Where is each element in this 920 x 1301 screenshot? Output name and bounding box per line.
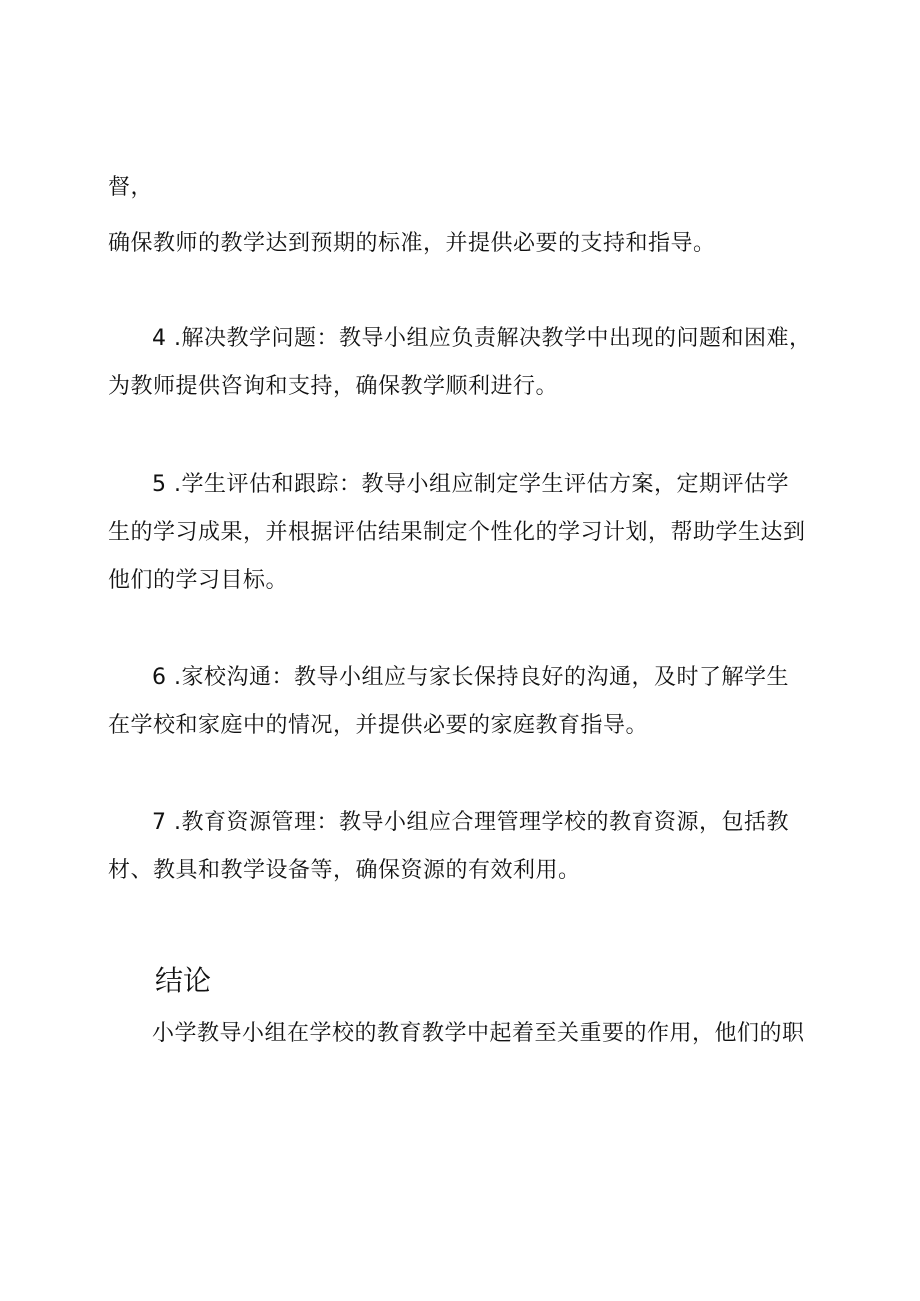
list-item-6-line: 6 .家校沟通：教导小组应与家长保持良好的沟通，及时了解学生 [152,665,789,690]
list-item-4-line: 4 .解决教学问题：教导小组应负责解决教学中出现的问题和困难， [152,326,812,351]
list-item-5-line: 生的学习成果，并根据评估结果制定个性化的学习计划，帮助学生达到 [108,520,806,545]
paragraph-line: 确保教师的教学达到预期的标准，并提供必要的支持和指导。 [108,231,716,256]
list-item-7-line: 材、教具和教学设备等，确保资源的有效利用。 [108,858,581,883]
list-item-6-line: 在学校和家庭中的情况，并提供必要的家庭教育指导。 [108,713,649,738]
list-item-7-line: 7 .教育资源管理：教导小组应合理管理学校的教育资源，包括教 [152,810,789,835]
paragraph-line: 督， [108,175,154,200]
conclusion-line: 小学教导小组在学校的教育教学中起着至关重要的作用，他们的职 [152,1021,805,1046]
list-item-5-line: 他们的学习目标。 [108,568,289,593]
list-item-5-line: 5 .学生评估和跟踪：教导小组应制定学生评估方案，定期评估学 [152,472,789,497]
conclusion-heading: 结论 [155,964,212,997]
list-item-4-line: 为教师提供咨询和支持，确保教学顺利进行。 [108,374,559,399]
